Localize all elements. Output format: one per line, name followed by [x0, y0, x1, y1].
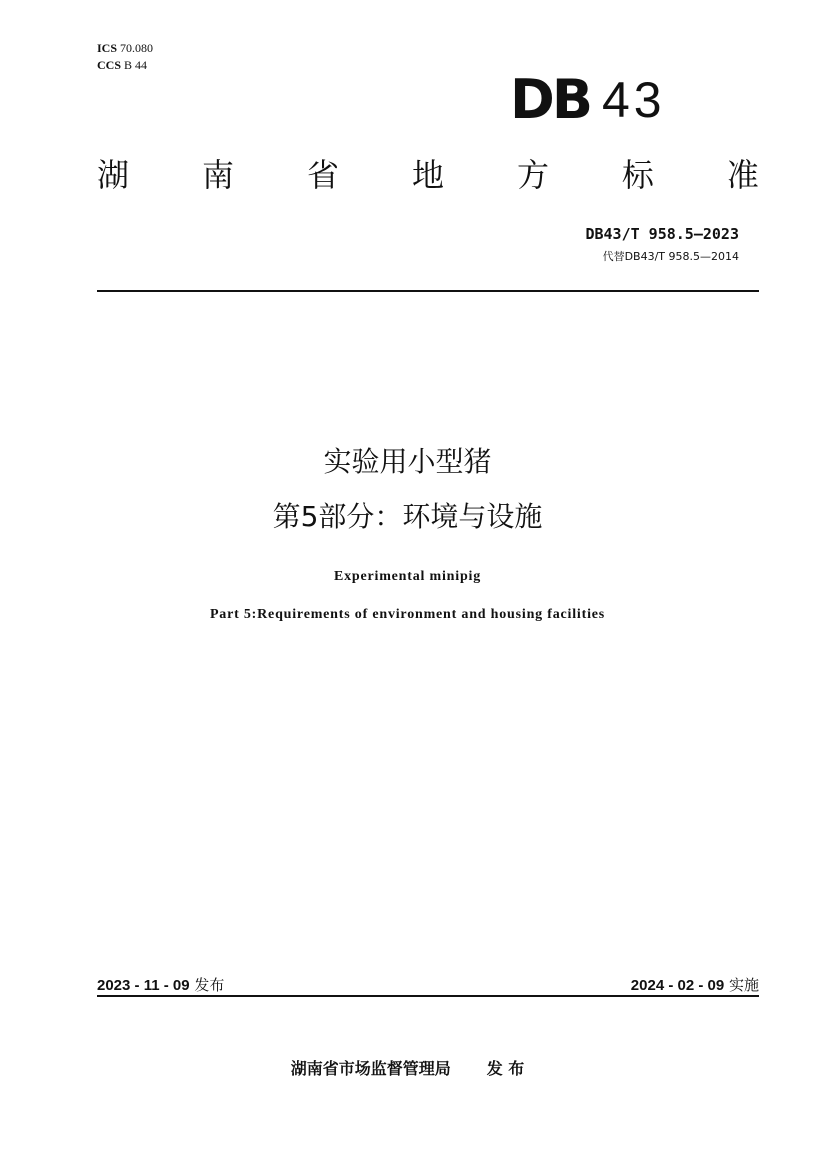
bottom-divider [97, 995, 759, 997]
standard-type-char: 省 [306, 156, 339, 194]
standard-type-char: 标 [621, 156, 654, 194]
title-cn-main: 实验用小型猪 [323, 445, 492, 478]
standard-type-char: 地 [411, 156, 444, 194]
implement-info [631, 974, 759, 995]
ccs-code: CCS B 44 [97, 58, 148, 72]
publish-info [97, 974, 224, 995]
replaces-code: 代替DB43/T 958.5—2014 [602, 250, 739, 263]
title-en-part: Part 5:Requirements of environment and housing facilities [209, 607, 606, 622]
standard-type-char: 准 [726, 156, 759, 194]
standard-code: DB43/T 958.5—2023 [585, 225, 739, 243]
standard-type [97, 153, 759, 197]
top-divider [97, 290, 759, 292]
publish-label: 发布 [194, 976, 225, 994]
standard-type-char: 南 [201, 156, 234, 194]
implement-date: 2024 - 02 - 09 [630, 977, 725, 994]
classification-codes [97, 40, 153, 74]
standard-type-char: 方 [516, 156, 549, 194]
publish-date: 2023 - 11 - 09 [97, 977, 190, 994]
standard-type-char: 湖 [97, 156, 130, 194]
implement-label: 实施 [728, 976, 759, 994]
db-logo [510, 70, 666, 130]
issuer [0, 1056, 815, 1079]
ics-code: ICS 70.080 [97, 41, 154, 55]
issuer-name: 湖南省市场监督管理局 [290, 1059, 451, 1078]
title-cn-part: 第5部分：环境与设施 [272, 500, 543, 533]
db-logo-mark: DB [510, 68, 590, 131]
title-en-main: Experimental minipig [333, 569, 482, 584]
issuer-action: 发 布 [486, 1059, 525, 1078]
db-logo-number: 43 [601, 72, 666, 128]
